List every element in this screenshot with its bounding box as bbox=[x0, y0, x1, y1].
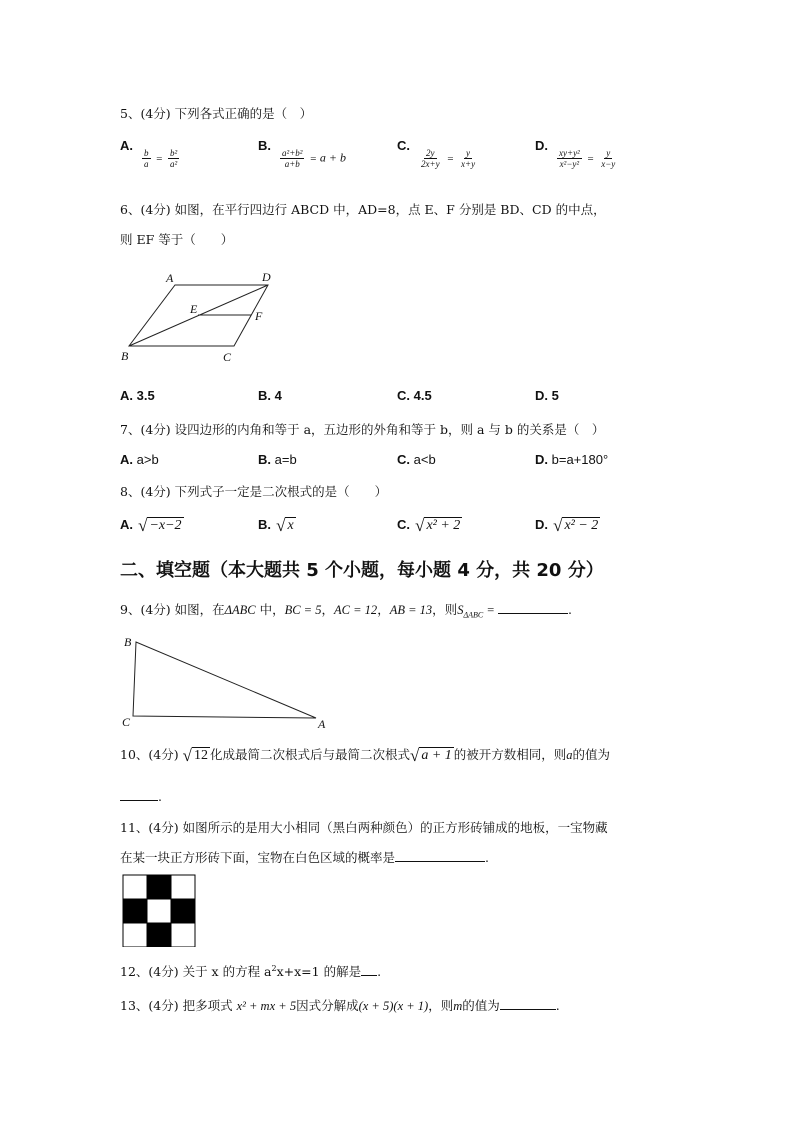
q8-option-b[interactable]: B. √ x bbox=[258, 516, 294, 535]
option-label: A. bbox=[120, 138, 133, 153]
label-f: F bbox=[255, 309, 263, 323]
q5-option-d[interactable] bbox=[535, 138, 548, 153]
white-tile bbox=[147, 899, 171, 923]
sqrt-expression: √ x² + 2 bbox=[415, 516, 461, 535]
label-c: C bbox=[223, 350, 232, 364]
option-label: C. bbox=[397, 138, 410, 153]
white-tile bbox=[171, 923, 195, 947]
black-tile bbox=[147, 923, 171, 947]
white-tile bbox=[171, 875, 195, 899]
sqrt-expression: √ x² − 2 bbox=[553, 516, 599, 535]
q5-option-b-expr: $\frac{\text{a²+b²}}{a+b}$ = a + b bbox=[282, 148, 347, 169]
q6-stem-line2: 则 EF 等于（ ） bbox=[120, 232, 234, 247]
option-label: B. bbox=[258, 138, 271, 153]
q5-option-c-expr: $\frac{2y}{2x+y}$ = $\frac{y}{x+y}$ bbox=[421, 148, 476, 169]
label-c: C bbox=[122, 715, 131, 729]
q12-stem: 12、(4分) 关于 x 的方程 $a^2x+x=1$ 的解是 . bbox=[120, 963, 382, 979]
q8-option-c[interactable]: C. √ x² + 2 bbox=[397, 516, 461, 535]
answer-blank[interactable] bbox=[361, 963, 377, 976]
q5-stem: 5、(4分) 下列各式正确的是（ ） bbox=[120, 106, 313, 121]
white-tile bbox=[123, 875, 147, 899]
q5-option-a[interactable] bbox=[120, 138, 133, 153]
label-d: D bbox=[262, 270, 271, 284]
q9-stem: 9、(4分) 如图，在ΔABC 中，BC = 5，AC = 12，AB = 13，则$S_{\Delta ABC}$ = . bbox=[120, 602, 572, 620]
q6-option-d[interactable]: D. 5 bbox=[535, 388, 559, 403]
parallelogram-figure bbox=[118, 266, 283, 366]
triangle-abc bbox=[133, 642, 316, 718]
q8-stem: 8、(4分) 下列式子一定是二次根式的是（ ） bbox=[120, 484, 388, 499]
label-b: B bbox=[124, 635, 132, 649]
q10-answer-line: . bbox=[120, 788, 162, 804]
black-tile bbox=[123, 899, 147, 923]
q13-stem: 13、(4分) 把多项式 x² + mx + 5因式分解成(x + 5)(x + 1)，则m的值为 . bbox=[120, 998, 560, 1013]
q11-line2: 在某一块正方形砖下面，宝物在白色区域的概率是 . bbox=[120, 850, 489, 865]
q5-option-b[interactable] bbox=[258, 138, 271, 153]
q7-option-d[interactable]: D. b=a+180° bbox=[535, 452, 609, 467]
q7-option-a[interactable]: A. a>b bbox=[120, 452, 159, 467]
label-e: E bbox=[190, 302, 198, 316]
black-tile bbox=[171, 899, 195, 923]
q10-stem: 10、(4分) √ 12 化成最简二次根式后与最简二次根式√ a + 1 的被开方数相同，则a的值为 bbox=[120, 746, 611, 765]
q6-option-a[interactable]: A. 3.5 bbox=[120, 388, 155, 403]
sqrt-expression: √ x bbox=[276, 516, 294, 535]
sqrt-12: √ 12 bbox=[182, 746, 208, 765]
right-triangle-figure bbox=[118, 632, 333, 732]
option-label: D. bbox=[535, 138, 548, 153]
q6-option-b[interactable]: B. 4 bbox=[258, 388, 282, 403]
q6-option-c[interactable]: C. 4.5 bbox=[397, 388, 432, 403]
sqrt-a-plus-1: √ a + 1 bbox=[409, 746, 452, 765]
answer-blank[interactable] bbox=[498, 601, 568, 614]
black-tile bbox=[147, 875, 171, 899]
q7-option-c[interactable]: C. a<b bbox=[397, 452, 436, 467]
q7-stem: 7、(4分) 设四边形的内角和等于 a，五边形的外角和等于 b，则 a 与 b 的关系是（ ） bbox=[120, 422, 605, 437]
label-a: A bbox=[166, 271, 174, 285]
answer-blank[interactable] bbox=[120, 788, 158, 801]
q5-option-a-expr: $\frac{b}{a}$ = $\frac{\text{b²}}{\text{a²}}$ bbox=[144, 148, 178, 169]
section-title: 二、填空题（本大题共 5 个小题，每小题 4 分，共 20 分） bbox=[120, 560, 604, 581]
sqrt-expression: √ −x−2 bbox=[138, 516, 182, 535]
q6-stem-line1: 6、(4分) 如图，在平行四边行 ABCD 中，AD=8，点 E、F 分别是 BD、CD 的中点， bbox=[120, 202, 606, 217]
white-tile bbox=[123, 923, 147, 947]
q5-option-c[interactable] bbox=[397, 138, 410, 153]
q8-option-d[interactable]: D. √ x² − 2 bbox=[535, 516, 599, 535]
q8-option-a[interactable]: A. √ −x−2 bbox=[120, 516, 182, 535]
answer-blank[interactable] bbox=[500, 997, 556, 1010]
tile-grid bbox=[122, 874, 197, 947]
label-a: A bbox=[318, 717, 326, 731]
q7-option-b[interactable]: B. a=b bbox=[258, 452, 297, 467]
q5-option-d-expr: $\frac{\text{xy+y²}}{\text{x²−y²}}$ = $\frac{y}{x-y}$ bbox=[559, 148, 616, 169]
answer-blank[interactable] bbox=[395, 849, 485, 862]
q11-line1: 11、(4分) 如图所示的是用大小相同（黑白两种颜色）的正方形砖铺成的地板，一宝物藏 bbox=[120, 820, 608, 835]
label-b: B bbox=[121, 349, 129, 363]
